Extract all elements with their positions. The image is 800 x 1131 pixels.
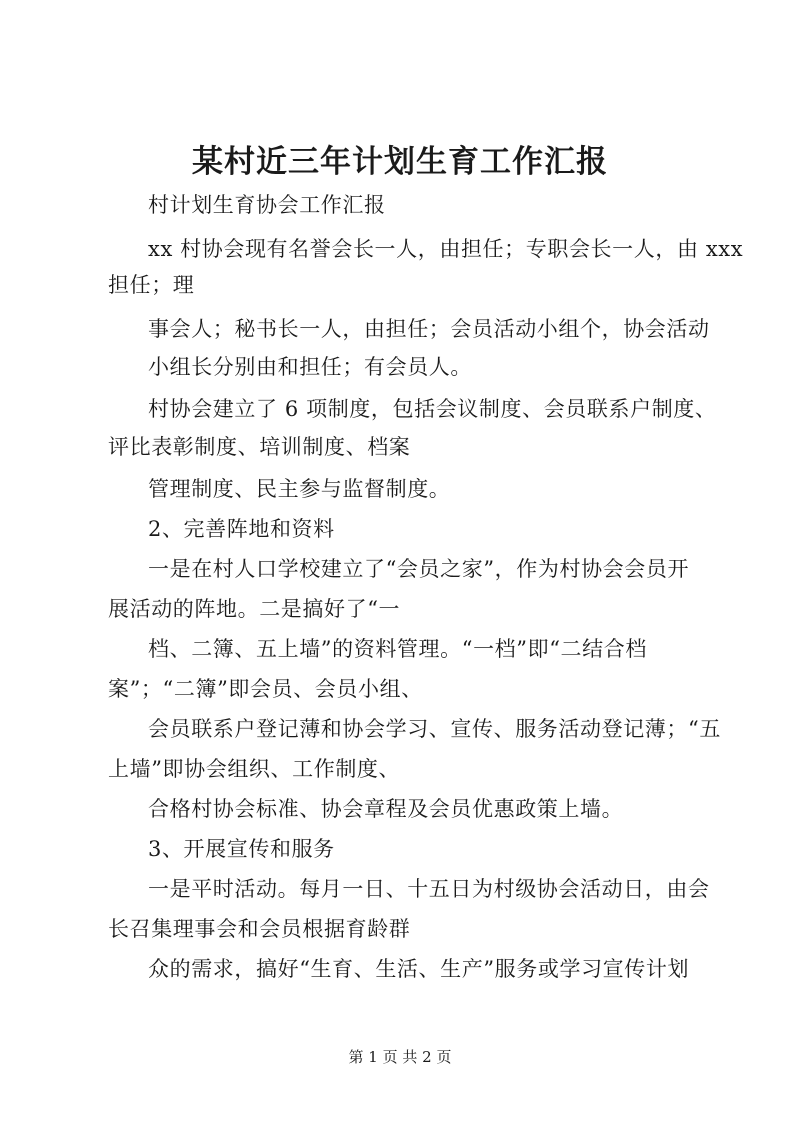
paragraph-line: 上墙”即协会组织、工作制度、 [108, 757, 401, 781]
paragraph-line: 小组长分别由和担任；有会员人。 [148, 355, 472, 379]
paragraph-line: 评比表彰制度、培训制度、档案 [108, 435, 411, 459]
paragraph-line: 村协会建立了 6 项制度，包括会议制度、会员联系户制度、 [148, 397, 717, 421]
paragraph-line: 担任；理 [108, 273, 195, 297]
paragraph-line: 展活动的阵地。二是搞好了“一 [108, 597, 401, 621]
paragraph-line: 事会人；秘书长一人，由担任；会员活动小组个，协会活动 [148, 317, 710, 341]
paragraph-line: 案”；“二簿”即会员、会员小组、 [108, 677, 423, 701]
paragraph-line: 村计划生育协会工作汇报 [148, 193, 386, 217]
paragraph-line: 会员联系户登记薄和协会学习、宣传、服务活动登记薄；“五 [148, 717, 721, 741]
paragraph-line: 合格村协会标准、协会章程及会员优惠政策上墙。 [148, 797, 624, 821]
section-heading: 2、完善阵地和资料 [148, 517, 335, 541]
paragraph-line: xx 村协会现有名誉会长一人，由担任；专职会长一人，由 xxx [148, 237, 744, 261]
section-heading: 3、开展宣传和服务 [148, 837, 335, 861]
paragraph-line: 管理制度、民主参与监督制度。 [148, 477, 451, 501]
page-footer: 第 1 页 共 2 页 [348, 1048, 452, 1066]
paragraph-line: 众的需求，搞好“生育、生活、生产”服务或学习宣传计划 [148, 957, 690, 981]
paragraph-line: 一是在村人口学校建立了“会员之家”，作为村协会会员开 [148, 557, 690, 581]
paragraph-line: 一是平时活动。每月一日、十五日为村级协会活动日，由会 [148, 877, 710, 901]
document-title: 某村近三年计划生育工作汇报 [192, 144, 608, 180]
paragraph-line: 档、二簿、五上墙”的资料管理。“一档”即“二结合档 [148, 637, 647, 661]
paragraph-line: 长召集理事会和会员根据育龄群 [108, 917, 411, 941]
